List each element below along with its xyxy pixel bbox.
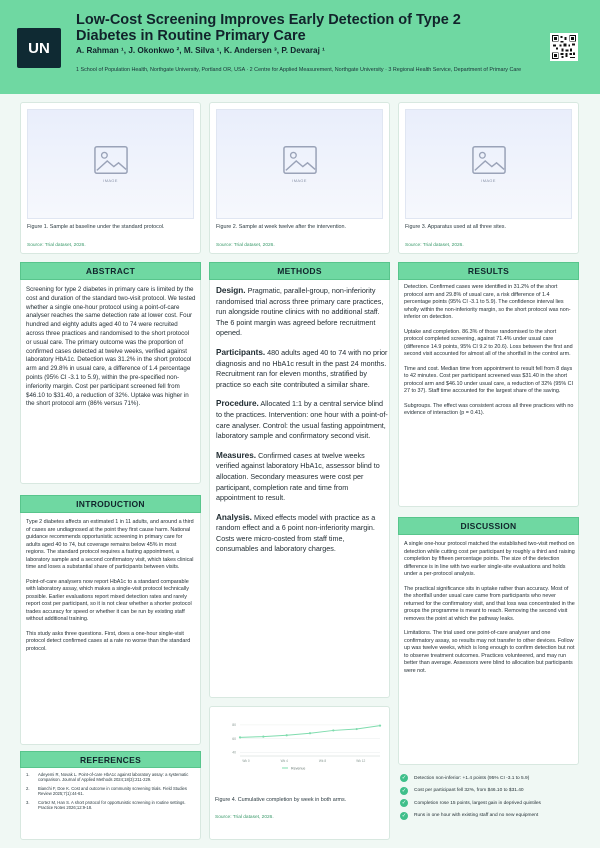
y-tick-label: 40 bbox=[232, 750, 236, 755]
chart-source: Source: Trial dataset, 2026. bbox=[215, 815, 274, 820]
data-point bbox=[332, 729, 334, 731]
methods-design: Design. Pragmatic, parallel-group, non-inferiority randomised trial across three primary care practices, run alongside routine clinics with no additional staff. The 6 point margin was agreed before recruitment opened. bbox=[216, 286, 384, 338]
data-point bbox=[262, 736, 264, 738]
abstract-text: Screening for type 2 diabetes in primary care is limited by the cost and duration of the standard two-visit protocol. We tested whether a single one-hour protocol using a point-of-care analyser reaches the same detection rate at lower cost. Four hundred and eighty adults aged 40 to 74 were recruited across three practices and randomised to the short protocol or usual care. The primary outcome was the proportion of confirmed cases detected at twelve weeks, verified against laboratory HbA1c. Detection was 31.2% in the short protocol arm and 29.8% in usual care, a difference of 1.4 percentage points (95% CI -3.1 to 5.9), within the pre-specified non-inferiority margin. Cost per participant screened fell from $46.10 to $31.40, a reduction of 32%. Uptake was higher in the short protocol arm (86% versus 71%). bbox=[26, 286, 196, 408]
data-point bbox=[309, 732, 311, 734]
discussion-body bbox=[404, 541, 576, 682]
image-placeholder: IMAGE bbox=[405, 109, 572, 219]
figure-caption: Figure 1. Sample at baseline under the standard protocol. bbox=[27, 224, 165, 230]
introduction-paragraph: Point-of-care analysers now report HbA1c to a standard comparable with laboratory assay, which makes a single-visit protocol technically possible. Earlier evaluations report mixed detection rates and rarely report cost per participant, so it is not clear whether a shorter protocol trades accuracy for speed or whether it can be run by existing staff without additional training. bbox=[26, 578, 192, 622]
methods-procedure: Procedure. Allocated 1:1 by a central service blind to the practices. Intervention: one hour with a point-of-care analyser. Control: the usual fasting appointment, laboratory sample and confirmatory second visit. bbox=[216, 399, 388, 441]
results-body bbox=[404, 284, 576, 425]
check-icon: ✓ bbox=[401, 812, 407, 819]
series-line bbox=[240, 726, 380, 738]
methods-heading: METHODS bbox=[209, 262, 390, 280]
discussion-paragraph: Limitations. The trial used one point-of-care analyser and one confirmatory assay, so results may not transfer to other devices. Follow up was twelve weeks, which is long enough to confirm detection but not to observe treatment outcomes. Practices volunteered, and may run better than average. Assessors were blind to allocation but participants were not. bbox=[404, 630, 575, 674]
reference-item: 2. Bianchi F, Doe K. Cost and outcome in community screening trials. Field Studies Review 2025;7(1):44-61. bbox=[26, 785, 187, 797]
data-point bbox=[286, 734, 288, 736]
completion-chart bbox=[214, 712, 390, 782]
x-tick-label: Wk 4 bbox=[280, 759, 288, 763]
chart-caption: Figure 4. Cumulative completion by week in both arms. bbox=[215, 797, 347, 803]
references-heading: REFERENCES bbox=[20, 751, 201, 768]
discussion-paragraph: The practical significance sits in uptake rather than accuracy. Most of the shortfall under usual care came from participants who never returned for the confirmatory visit, and that loss was concentrated in the groups the programme is meant to reach. Removing the second visit removes the point at which the pathway leaks. bbox=[404, 585, 575, 622]
discussion-heading: DISCUSSION bbox=[398, 517, 579, 535]
finding-item: ✓ Completion rose 15 points, largest gain in deprived quintiles bbox=[401, 800, 541, 806]
figure-source: Source: Trial dataset, 2026. bbox=[27, 243, 86, 248]
check-icon: ✓ bbox=[401, 787, 407, 794]
check-icon: ✓ bbox=[401, 800, 407, 806]
qr-code-icon[interactable] bbox=[550, 33, 578, 61]
x-tick-label: Wk 12 bbox=[356, 759, 366, 763]
finding-item: ✓ Detection non-inferior: +1.4 points (95% CI -3.1 to 5.9) bbox=[401, 775, 530, 781]
x-tick-label: Wk 8 bbox=[318, 759, 327, 763]
figure-caption: Figure 3. Apparatus used at all three sites. bbox=[405, 224, 506, 230]
introduction-heading: INTRODUCTION bbox=[20, 495, 201, 513]
methods-body bbox=[216, 286, 388, 564]
methods-participants: Participants. 480 adults aged 40 to 74 with no prior diagnosis and no HbA1c result in the past 24 months. Recruitment ran for eleven months, stratified by practice so each site contributed a similar share. bbox=[216, 347, 388, 389]
authors: A. Rahman ¹, J. Okonkwo ², M. Silva ¹, K. Andersen ³, P. Devaraj ¹ bbox=[76, 46, 325, 55]
figure-card-3 bbox=[398, 102, 579, 254]
figure-source: Source: Trial dataset, 2026. bbox=[216, 243, 275, 248]
legend-label: Revenue bbox=[291, 766, 306, 771]
finding-item: ✓ Runs in one hour with existing staff and no new equipment bbox=[401, 812, 539, 819]
results-paragraph: Subgroups. The effect was consistent across all three practices with no evidence of interaction (p = 0.41). bbox=[404, 402, 574, 416]
discussion-paragraph: A single one-hour protocol matched the established two-visit method on detection while cutting cost per participant by roughly a third and raising completion by fifteen percentage points. The size of the detection difference is in line with two earlier single-site evaluations and holds under a per-protocol analysis. bbox=[404, 541, 575, 577]
image-icon bbox=[472, 145, 506, 175]
results-paragraph: Uptake and completion. 86.3% of those randomised to the short protocol completed screening, against 71.4% under usual care (difference 14.9 points, 95% CI 9.2 to 20.6). Loss between the first and second visit accounted for almost all of the shortfall in the control arm. bbox=[404, 328, 573, 357]
y-tick-label: 60 bbox=[232, 736, 236, 741]
figure-source: Source: Trial dataset, 2026. bbox=[405, 243, 464, 248]
x-tick-label: Wk 0 bbox=[242, 759, 250, 763]
image-icon bbox=[283, 145, 317, 175]
introduction-paragraph: Type 2 diabetes affects an estimated 1 in 11 adults, and around a third of cases are undiagnosed at the point they first cause harm. National guidance recommends opportunistic screening in primary care for adults aged 40 to 74, but coverage remains below 45% in most regions. The standard protocol requires a fasting appointment, a laboratory sample and a second confirmatory visit, which takes clinical time and loses a substantial share of participants between visits. bbox=[26, 519, 194, 570]
affiliations: 1 School of Population Health, Northgate University, Portland OR, USA · 2 Centre for Applied Measurement, Northgate University · 3 Regional Health Service, Department of Primary Care bbox=[76, 67, 522, 73]
methods-measures: Measures. Confirmed cases at twelve weeks verified against laboratory HbA1c, assessor blind to allocation. Secondary measures were cost per participant, completion rate and time from appointment to result. bbox=[216, 450, 380, 503]
university-logo: UN bbox=[17, 28, 61, 68]
data-point bbox=[379, 725, 381, 727]
y-tick-label: 80 bbox=[232, 723, 236, 728]
key-findings bbox=[400, 773, 580, 823]
figure-card-2 bbox=[209, 102, 390, 254]
figure-caption: Figure 2. Sample at week twelve after the intervention. bbox=[216, 224, 347, 230]
results-heading: RESULTS bbox=[398, 262, 579, 280]
poster-title: Low-Cost Screening Improves Early Detection of Type 2 Diabetes in Routine Primary Care bbox=[76, 12, 461, 44]
check-icon: ✓ bbox=[401, 775, 407, 781]
reference-item: 1. Adeyemi R, Novak L. Point-of-care HbA1c against laboratory assay: a systematic comparison. Journal of Applied Methods 2024;18(3):211-229. bbox=[26, 772, 189, 783]
methods-analysis: Analysis. Mixed effects model with practice as a random effect and a 6 point non-inferiority margin. Costs were micro-costed from staff time, consumables and laboratory charges. bbox=[216, 512, 376, 554]
references-list bbox=[26, 772, 196, 813]
introduction-body bbox=[26, 519, 196, 660]
results-paragraph: Detection. Confirmed cases were identified in 31.2% of the short protocol arm and 29.8% of usual care, a risk difference of 1.4 percentage points (95% CI -3.1 to 5.9). The confidence interval lies wholly within the non-inferiority margin, so the short protocol was non-inferior on detection. bbox=[404, 284, 571, 320]
finding-item: ✓ Cost per participant fell 32%, from $46.10 to $31.40 bbox=[401, 787, 524, 794]
data-point bbox=[356, 728, 358, 730]
reference-item: 3. Cortez M, Han S. A short protocol for opportunistic screening in routine settings. Practice Notes 2026;12:9-18. bbox=[26, 799, 186, 811]
abstract-heading: ABSTRACT bbox=[20, 262, 201, 280]
poster-header bbox=[0, 0, 600, 94]
image-icon bbox=[94, 145, 128, 175]
introduction-paragraph: This study asks three questions. First, does a one-hour single-visit protocol detect confirmed cases at a rate no worse than the standard protocol. bbox=[26, 630, 191, 652]
data-point bbox=[239, 736, 241, 738]
image-placeholder: IMAGE bbox=[27, 109, 194, 219]
figure-card-1 bbox=[20, 102, 201, 254]
results-paragraph: Time and cost. Median time from appointment to result fell from 8 days to 42 minutes. Cost per participant screened was $31.40 in the short protocol arm and $46.10 under usual care, a reduction of 32% (95% CI 27 to 37). Staff time accounted for the largest share of the saving. bbox=[404, 365, 574, 394]
image-placeholder: IMAGE bbox=[216, 109, 383, 219]
